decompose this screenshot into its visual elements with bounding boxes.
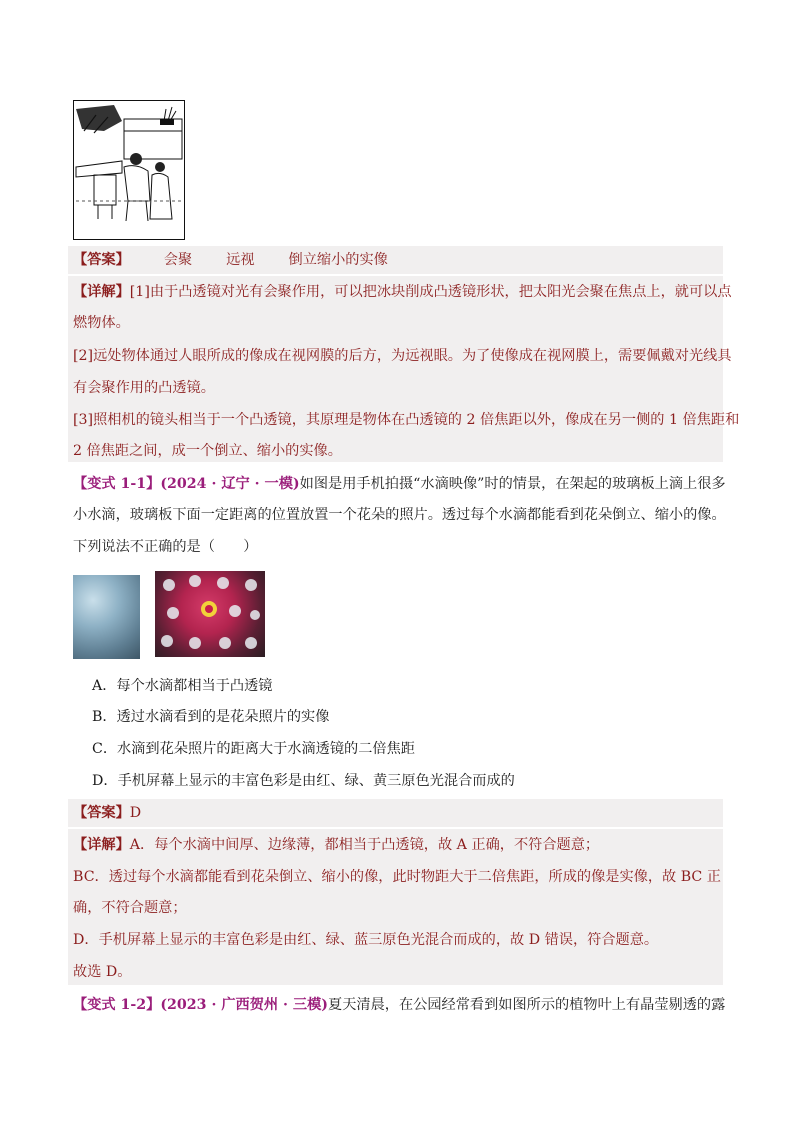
detail-line: 燃物体。 bbox=[73, 315, 130, 331]
question-text: 夏天清晨，在公园经常看到如图所示的植物叶上有晶莹剔透的露 bbox=[328, 997, 726, 1013]
detail-line: 有会聚作用的凸透镜。 bbox=[73, 380, 215, 396]
question-line: 下列说法不正确的是（ ） bbox=[73, 539, 258, 555]
flower-drops-photo bbox=[155, 571, 265, 657]
option-a: A．每个水滴都相当于凸透镜 bbox=[92, 678, 273, 694]
question-tag: 【变式 1-2】(2023 · 广西贺州 · 三模) bbox=[73, 997, 328, 1013]
option-b: B．透过水滴看到的是花朵照片的实像 bbox=[92, 709, 330, 725]
water-drops-photo bbox=[73, 575, 140, 659]
detail-line: 故选 D。 bbox=[73, 964, 132, 980]
question-line: 小水滴，玻璃板下面一定距离的位置放置一个花朵的照片。透过每个水滴都能看到花朵倒立、缩小的像。 bbox=[73, 507, 726, 523]
answer-value: D bbox=[129, 805, 142, 821]
answer-label: 【答案】 bbox=[73, 252, 130, 268]
question-text: 如图是用手机拍摄“水滴映像”时的情景，在架起的玻璃板上滴上很多 bbox=[299, 476, 726, 492]
detail-label: 【详解】 bbox=[73, 284, 130, 300]
detail-text: [1]由于凸透镜对光有会聚作用，可以把冰块削成凸透镜形状，把太阳光会聚在焦点上，就可以点 bbox=[129, 284, 732, 300]
detail-band bbox=[68, 276, 723, 462]
answer-line bbox=[73, 803, 141, 823]
question-line bbox=[73, 474, 726, 494]
option-d: D．手机屏幕上显示的丰富色彩是由红、绿、黄三原色光混合而成的 bbox=[92, 773, 515, 789]
answer-blank-1: 会聚 bbox=[163, 252, 193, 268]
ancient-scene-illustration bbox=[73, 100, 185, 240]
detail-label: 【详解】 bbox=[73, 837, 130, 853]
answer-line bbox=[73, 250, 388, 270]
detail-line: BC．透过每个水滴都能看到花朵倒立、缩小的像，此时物距大于二倍焦距，所成的像是实像，故 BC 正 bbox=[73, 869, 721, 885]
detail-text: A．每个水滴中间厚、边缘薄，都相当于凸透镜，故 A 正确，不符合题意； bbox=[129, 837, 600, 853]
answer-label: 【答案】 bbox=[73, 805, 130, 821]
option-c: C．水滴到花朵照片的距离大于水滴透镜的二倍焦距 bbox=[92, 741, 415, 757]
detail-line: 2 倍焦距之间，成一个倒立、缩小的实像。 bbox=[73, 443, 342, 459]
detail-line bbox=[73, 282, 732, 302]
answer-blank-2: 远视 bbox=[226, 252, 255, 268]
answer-band bbox=[68, 799, 723, 827]
detail-line: D．手机屏幕上显示的丰富色彩是由红、绿、蓝三原色光混合而成的，故 D 错误，符合题意。 bbox=[73, 932, 659, 948]
detail-line: [3]照相机的镜头相当于一个凸透镜，其原理是物体在凸透镜的 2 倍焦距以外，像成在另一侧的 1 倍焦距和 bbox=[73, 412, 740, 428]
question-tag: 【变式 1-1】(2024 · 辽宁 · 一模) bbox=[73, 476, 300, 492]
detail-line bbox=[73, 835, 599, 855]
detail-line: 确，不符合题意； bbox=[73, 900, 187, 916]
question-line bbox=[73, 995, 725, 1015]
answer-blank-3: 倒立缩小的实像 bbox=[288, 252, 388, 268]
detail-line: [2]远处物体通过人眼所成的像成在视网膜的后方，为远视眼。为了使像成在视网膜上，需要佩戴对光线具 bbox=[73, 348, 732, 364]
